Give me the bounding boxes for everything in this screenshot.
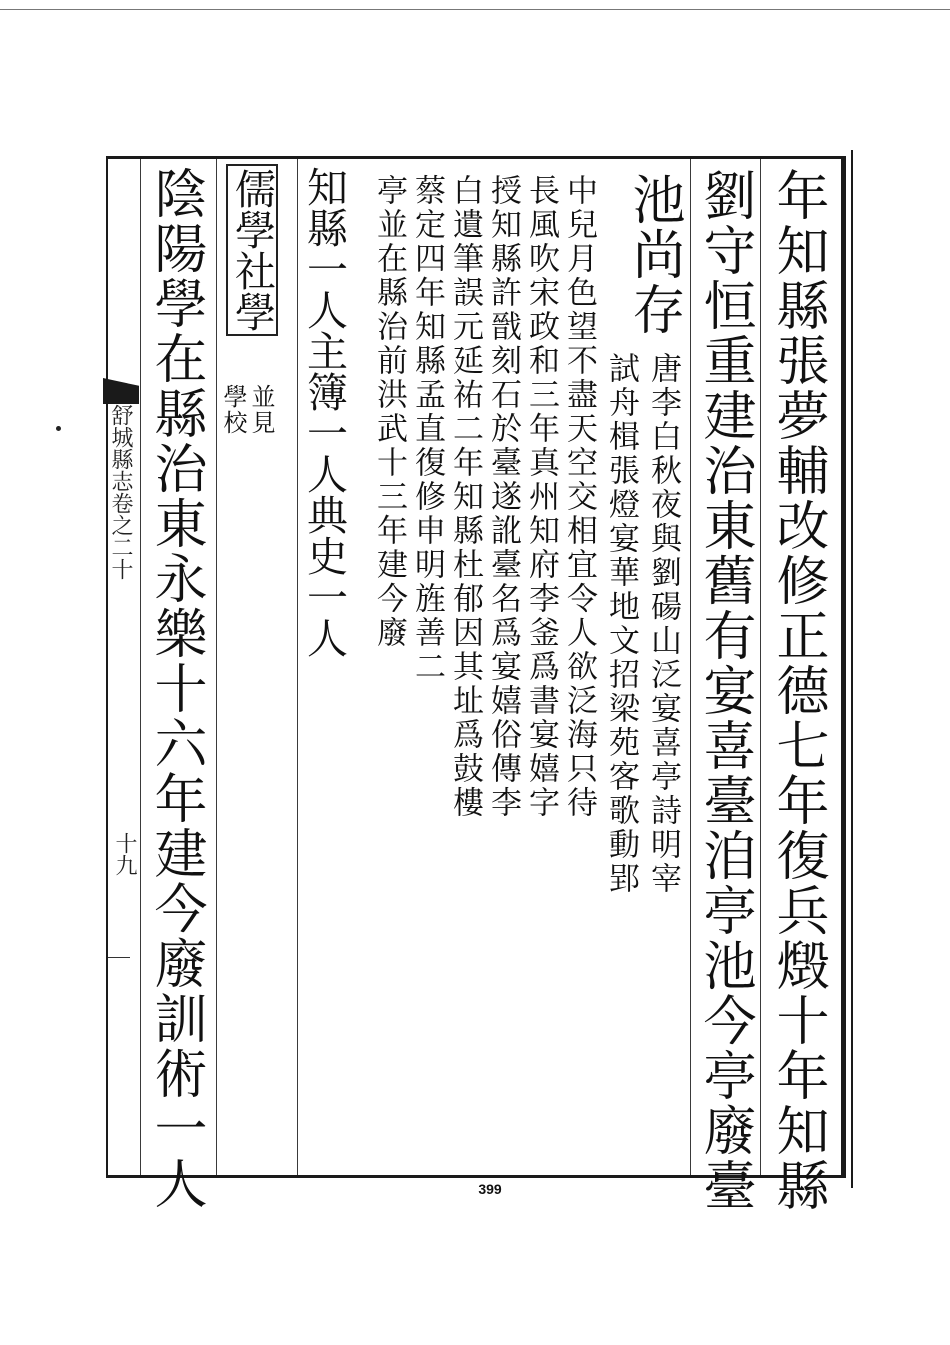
text-column-1: 年知縣張夢輔改修正德七年復兵燬十年知縣 [768,168,829,1213]
text-column-9: 蔡定四年知縣孟直復修申明旌善二 [409,174,445,684]
text-column-12-note-b: 學校 [219,384,247,436]
text-column-7: 授知縣許戩刻石於臺遂訛臺名爲宴嬉俗傳李 [485,174,521,820]
top-scan-rule [0,9,950,10]
text-column-3-note: 唐李白秋夜與劉碭山泛宴喜亭詩明宰 [645,352,681,896]
text-column-3-main: 池尚存 [624,172,685,337]
text-column-5: 中兒月色望不盡天空交相宜令人欲泛海只待 [561,174,597,820]
text-column-12-note-a: 並見 [247,384,275,436]
margin-folio: 十九 [112,832,137,876]
frame-outer-line [851,150,853,1188]
text-column-4: 試舟楫張燈宴華地文招梁苑客歌動郢 [603,352,639,896]
margin-volume-title: 舒城縣志卷之二十 [108,404,133,580]
column-rule [297,159,298,1175]
text-column-8: 白遺筆誤元延祐二年知縣杜郁因其址爲鼓樓 [447,174,483,820]
column-rule [140,159,141,1175]
column-rule [760,159,761,1175]
text-column-12-boxed: 儒學社學 [226,164,278,336]
column-rule [690,159,691,1175]
text-column-6: 長風吹宋政和三年真州知府李釜爲書宴嬉字 [523,174,559,820]
page-number: 399 [478,1181,502,1197]
text-column-13: 陰陽學在縣治東永樂十六年建今廢訓術一人 [146,166,207,1211]
scan-speck [56,426,61,431]
text-column-11: 知縣一人主簿一人典史一人 [300,166,348,658]
column-rule [216,159,217,1175]
text-column-10: 亭並在縣治前洪武十三年建今廢 [371,174,407,650]
text-column-2: 劉守恒重建治東舊有宴喜臺洎亭池今亭廢臺 [695,168,756,1213]
